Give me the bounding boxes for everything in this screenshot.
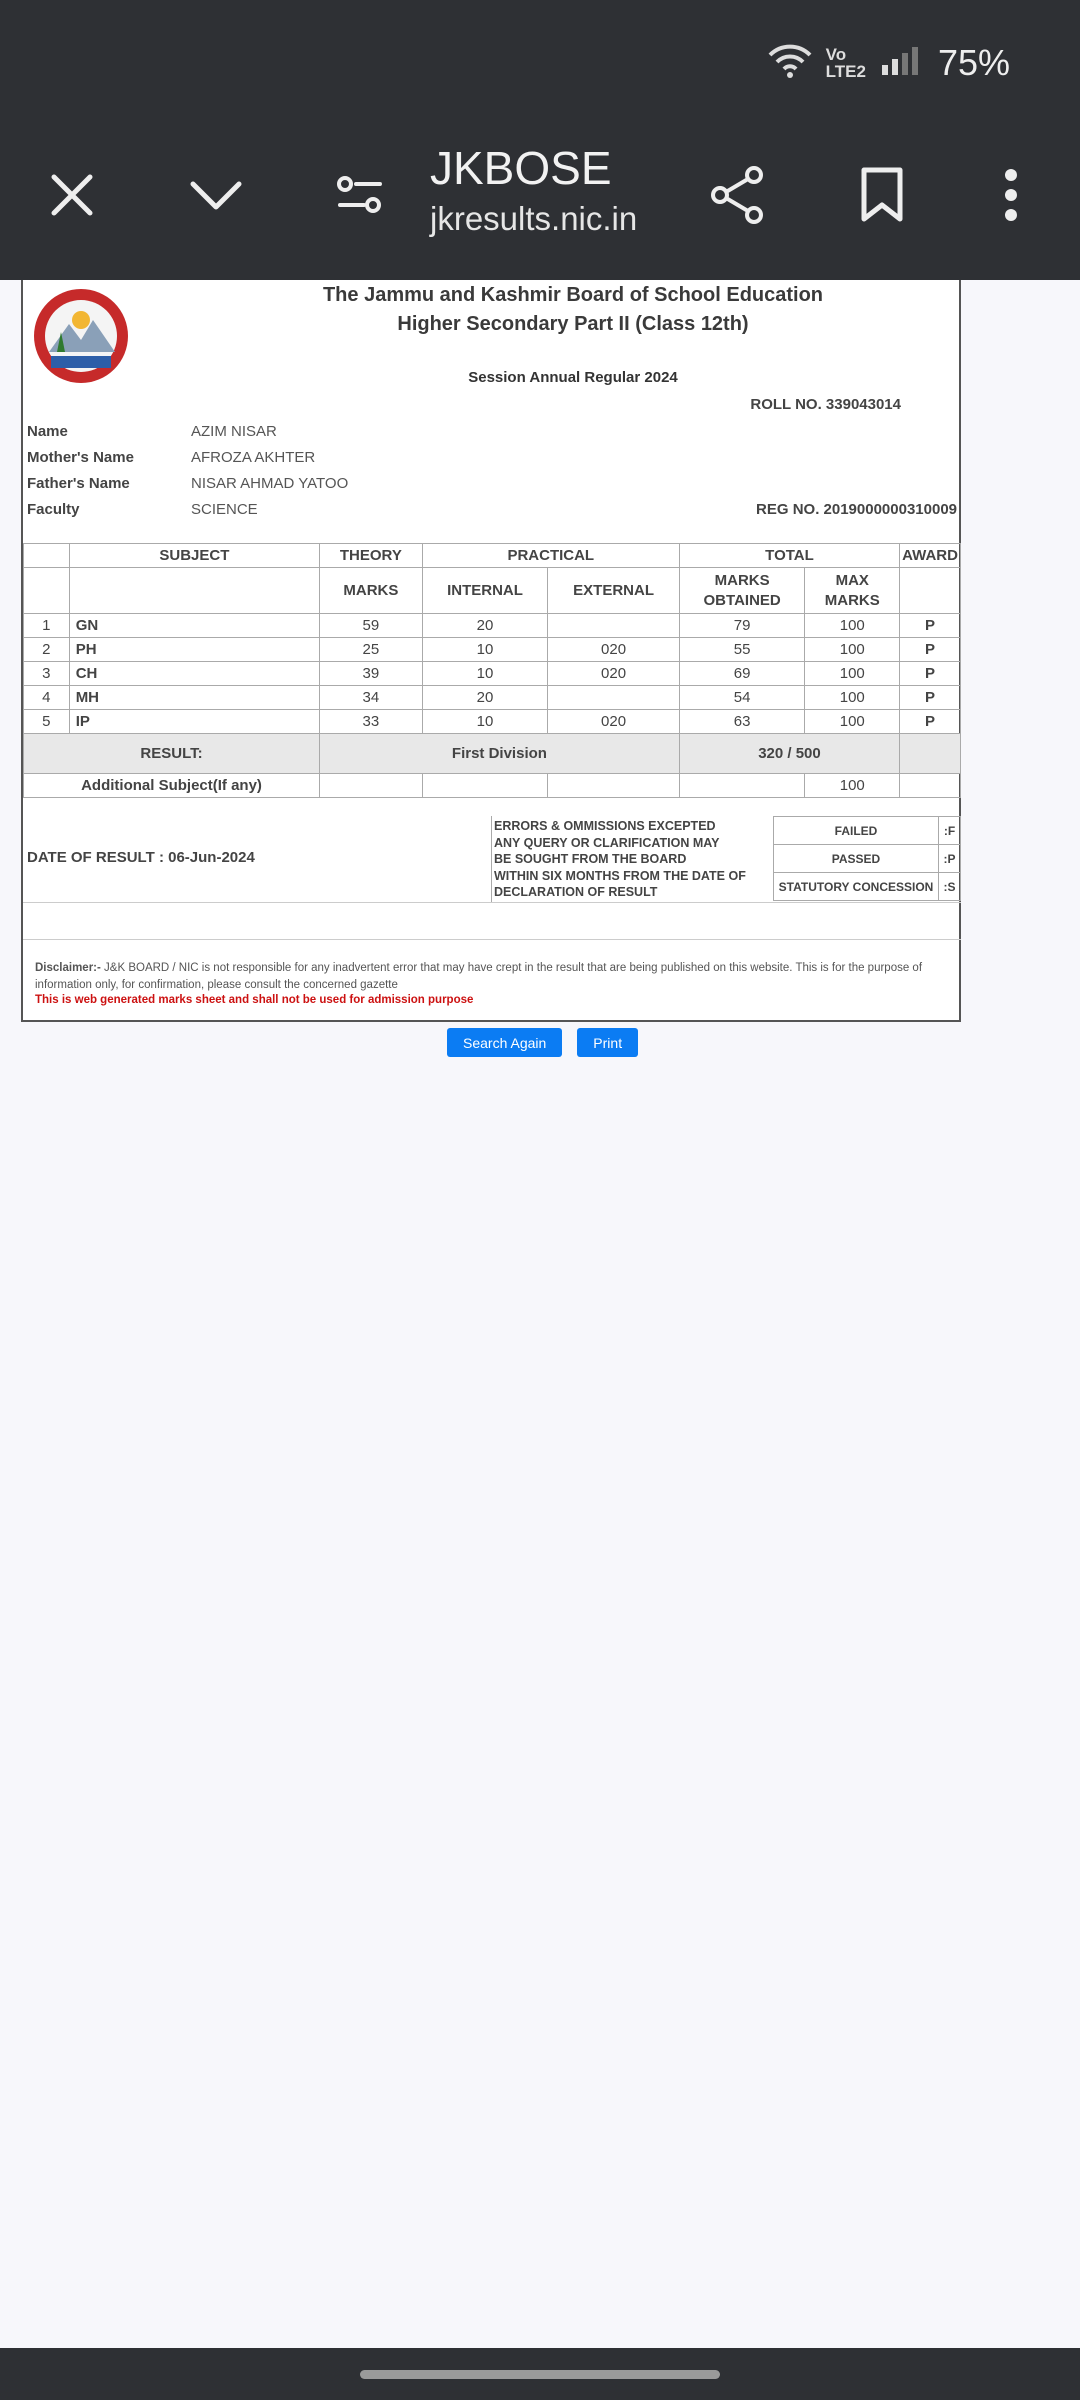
site-settings-icon[interactable] (315, 150, 405, 240)
max-marks: 100 (805, 614, 900, 638)
result-label: RESULT: (24, 734, 320, 774)
legend-failed: FAILED (774, 817, 939, 845)
subject-code: PH (69, 638, 319, 662)
disclaimer-heading: Disclaimer:- (35, 962, 101, 974)
errors-notice-line: ERRORS & OMMISSIONS EXCEPTED (494, 819, 716, 833)
errors-notice (491, 816, 773, 902)
marks-obtained: 63 (679, 710, 805, 734)
battery-percent: 75% (937, 42, 1010, 83)
legend-failed-code: :F (939, 817, 961, 845)
disclaimer-text: J&K BOARD / NIC is not responsible for any inadvertent error that may have crept in the result that are being published on this website. This is for the purpose of information only, for confirmation, please consult the concerned gazette (35, 962, 923, 991)
max-marks: 100 (805, 710, 900, 734)
marks-obtained: 69 (679, 662, 805, 686)
result-total: 320 / 500 (679, 734, 899, 774)
internal-marks: 10 (422, 710, 548, 734)
table-header-row (24, 544, 961, 568)
legend-passed-code: :P (939, 845, 961, 873)
blank-row (23, 902, 961, 940)
theory-marks: 34 (320, 686, 423, 710)
board-logo (31, 286, 143, 398)
max-marks: 100 (805, 686, 900, 710)
row-number: 4 (24, 686, 70, 710)
header-max-marks: MAX MARKS (805, 568, 900, 614)
award-legend (773, 816, 961, 901)
theory-marks: 25 (320, 638, 423, 662)
faculty-value: SCIENCE (191, 501, 258, 518)
father-name-value: NISAR AHMAD YATOO (191, 475, 349, 492)
result-row (24, 734, 961, 774)
errors-notice-line: BE SOUGHT FROM THE BOARD (494, 852, 687, 866)
header-marks: MARKS (320, 568, 423, 614)
result-footer (23, 816, 961, 902)
browser-chrome (0, 0, 1080, 280)
header-theory: THEORY (320, 544, 423, 568)
award: P (900, 662, 961, 686)
roll-number: ROLL NO. 339043014 (750, 396, 901, 413)
header-practical: PRACTICAL (422, 544, 679, 568)
award: P (900, 638, 961, 662)
gesture-handle[interactable] (360, 2370, 720, 2379)
row-number: 3 (24, 662, 70, 686)
external-marks: 020 (548, 662, 680, 686)
header-award: AWARD (900, 544, 961, 568)
marks-table (23, 543, 961, 798)
marks-obtained: 55 (679, 638, 805, 662)
subject-code: MH (69, 686, 319, 710)
table-row (24, 686, 961, 710)
mother-name-label: Mother's Name (27, 449, 134, 466)
legend-passed: PASSED (774, 845, 939, 873)
internal-marks: 20 (422, 686, 548, 710)
marks-obtained: 54 (679, 686, 805, 710)
subject-code: IP (69, 710, 319, 734)
errors-notice-line: WITHIN SIX MONTHS FROM THE DATE OF (494, 868, 746, 883)
result-date: DATE OF RESULT : 06-Jun-2024 (27, 849, 255, 866)
table-row (24, 710, 961, 734)
errors-notice-line: DECLARATION OF RESULT (494, 885, 658, 899)
print-button[interactable]: Print (577, 1028, 638, 1057)
faculty-label: Faculty (27, 501, 80, 518)
row-number: 1 (24, 614, 70, 638)
theory-marks: 59 (320, 614, 423, 638)
board-title: The Jammu and Kashmir Board of School Education (322, 284, 824, 306)
table-row (24, 614, 961, 638)
legend-statutory: STATUTORY CONCESSION (774, 873, 939, 901)
theory-marks: 33 (320, 710, 423, 734)
additional-max-marks: 100 (805, 774, 900, 798)
result-division: First Division (320, 734, 680, 774)
wifi-icon (768, 43, 812, 84)
search-again-button[interactable]: Search Again (447, 1028, 562, 1057)
header-total: TOTAL (679, 544, 899, 568)
row-number: 5 (24, 710, 70, 734)
network-label: Vo LTE2 (825, 45, 866, 81)
page-url: jkresults.nic.in (430, 200, 638, 237)
name-value: AZIM NISAR (191, 423, 277, 440)
subject-code: CH (69, 662, 319, 686)
theory-marks: 39 (320, 662, 423, 686)
award: P (900, 710, 961, 734)
award: P (900, 686, 961, 710)
address-area[interactable] (430, 140, 710, 242)
registration-number: REG NO. 2019000000310009 (756, 501, 957, 518)
external-marks (548, 614, 680, 638)
table-subheader-row (24, 568, 961, 614)
max-marks: 100 (805, 638, 900, 662)
internal-marks: 10 (422, 638, 548, 662)
disclaimer (35, 960, 955, 994)
max-marks: 100 (805, 662, 900, 686)
signal-icon (880, 45, 924, 82)
action-buttons (447, 1028, 638, 1057)
row-number: 2 (24, 638, 70, 662)
navigation-bar (0, 2348, 1080, 2400)
header-subject: SUBJECT (69, 544, 319, 568)
external-marks: 020 (548, 710, 680, 734)
session-label: Session Annual Regular 2024 (468, 369, 678, 386)
status-bar (768, 38, 1010, 88)
more-options-icon[interactable] (966, 150, 1056, 240)
class-title: Higher Secondary Part II (Class 12th) (397, 313, 749, 335)
legend-statutory-code: :S (939, 873, 961, 901)
header-internal: INTERNAL (422, 568, 548, 614)
internal-marks: 10 (422, 662, 548, 686)
header-marks-obtained: MARKS OBTAINED (679, 568, 805, 614)
mother-name-value: AFROZA AKHTER (191, 449, 316, 466)
additional-subject-row (24, 774, 961, 798)
external-marks: 020 (548, 638, 680, 662)
close-icon[interactable] (27, 150, 117, 240)
table-row (24, 662, 961, 686)
marks-sheet (21, 280, 961, 1022)
internal-marks: 20 (422, 614, 548, 638)
name-label: Name (27, 423, 68, 440)
marks-obtained: 79 (679, 614, 805, 638)
header-external: EXTERNAL (548, 568, 680, 614)
additional-subject-label: Additional Subject(If any) (24, 774, 320, 798)
chevron-down-icon[interactable] (171, 150, 261, 240)
bookmark-icon[interactable] (837, 150, 927, 240)
page-title: JKBOSE (430, 142, 612, 194)
warning-text: This is web generated marks sheet and shall not be used for admission purpose (35, 994, 474, 1006)
external-marks (548, 686, 680, 710)
subject-code: GN (69, 614, 319, 638)
father-name-label: Father's Name (27, 475, 130, 492)
award: P (900, 614, 961, 638)
errors-notice-line: ANY QUERY OR CLARIFICATION MAY (494, 835, 720, 850)
table-row (24, 638, 961, 662)
